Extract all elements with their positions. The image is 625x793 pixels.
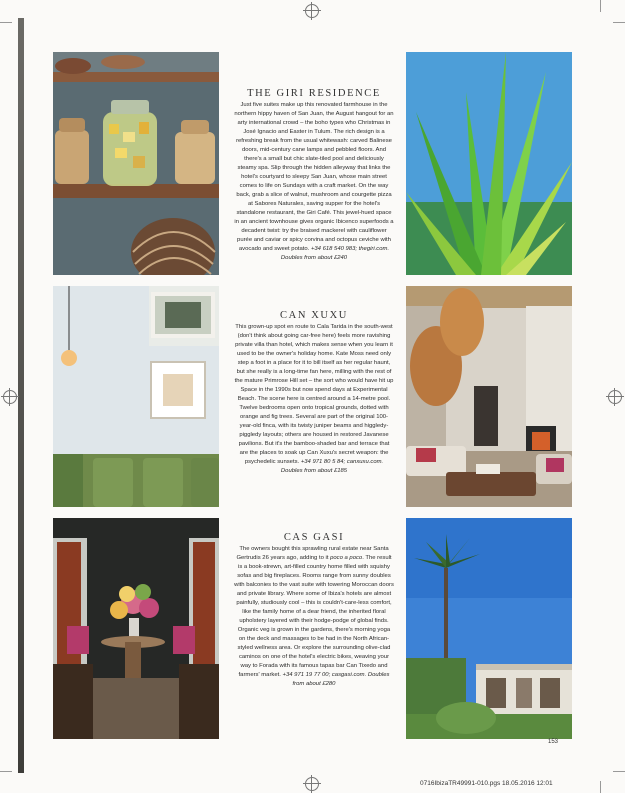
photo-lounge-rattan-lamps	[406, 286, 572, 507]
crop-mark	[600, 0, 601, 12]
section-heading: CAN XUXU	[280, 310, 348, 321]
section-body	[234, 101, 394, 263]
crop-mark	[613, 771, 625, 772]
registration-mark-icon	[608, 390, 622, 404]
section-heading: THE GIRI RESIDENCE	[247, 88, 381, 99]
body-text: The owners bought this sprawling rural estate near Santa Gertrudis 26 years ago, adding to it	[236, 546, 389, 561]
registration-mark-icon	[305, 4, 319, 18]
section-heading: CAS GASI	[283, 532, 345, 543]
registration-mark-icon	[305, 777, 319, 791]
contact-info: +34 971 80 5 84; canxuxu.com. Doubles from about £185	[280, 459, 384, 474]
photo-terrace-flowers	[53, 518, 219, 739]
contact-info: +34 971 19 77 00; casgasi.com. Doubles from about £280	[282, 672, 390, 687]
section-giri-residence	[234, 88, 394, 263]
crop-mark	[0, 22, 12, 23]
body-emphasis: poco a poco	[330, 555, 363, 561]
section-can-xuxu	[234, 310, 394, 476]
section-body	[234, 545, 394, 689]
crop-mark	[600, 781, 601, 793]
photo-agave	[406, 52, 572, 275]
body-text: Just five suites make up this renovated farmhouse in the northern hippy haven of San Juan, the August hangout for an arty international crowd – the boho types who Christmas in José Ignacio and Easter in Tulum. The rich design is a refreshing break from the usual whitewash: carved Balinese doors, mid-century cane lamps and pebbled floors. And there's a small but chic slate-tiled pool and deliciously steamy spa. Slip through the hidden alleyway that links the hotel's courtyard to sleepy San Juan, whose main street comes to life on Sundays with a craft market. On the way back, grab a slice of walnut, mushroom and courgette pizza at Sabores Naturales, saving supper for the hotel's standalone restaurant, the Giri Café. This jewel-hued space in an ancient townhouse gives organic Ibicenco superfoods a decadent twist: try the braised mackerel with cauliflower purée and caviar or spicy corvina and octopus ceviche with avocado and sweet potato.	[234, 102, 394, 252]
page-number: 153	[548, 739, 559, 745]
contact-info: +34 618 540 983; thegiri.com. Doubles from about £240	[280, 246, 390, 261]
crop-mark	[0, 771, 12, 772]
crop-mark	[613, 22, 625, 23]
section-cas-gasi	[234, 532, 394, 689]
body-text: This grown-up spot en route to Cala Tarida in the south-west (don't think about going car-free here) feels more ravishing private villa than hotel, which makes sense when you learn it used to be the owner's holiday home. Kate Moss need only step a foot in a place for it to bill itself as her regular haunt, but she really is a long-time fan here, milling with the rest of the mature Primrose Hill set – the sort who would have hit up Space in the 1990s but now spend days at Experimental Beach. The scene here is centred around a 14-metre pool. Twelve bedrooms open onto tropical grounds, dotted with orange and fig trees. Several are part of the original 100-year-old finca, with its twisty juniper beams and higgledy-piggledy layouts; others are housed in restored Javanese pavilions. But it's the bamboo-shaded bar and terrace that are the places to soak up Can Xuxu's secret weapon: the psychedelic sunsets.	[234, 324, 394, 465]
photo-white-room-lamp	[53, 286, 219, 507]
photo-jars-shelf	[53, 52, 219, 275]
photo-palm-house	[406, 518, 572, 739]
body-text: . The result is a book-strewn, art-filled country home filled with squishy sofas and big fireplaces. Rooms range from sunny doubles with balconies to the vast suite with towering Moroccan doors and private library. Where some of Ibiza's hotels are almost painfully, studiously cool – this is couldn't-care-less comfort, like the family home of a dear friend, the inherited floral upholstery layered with their hodge-podge of global finds. Organic veg is grown in the gardens, there's morning yoga on the deck and massages to be had in the North African-styled wellness area. Or explore the surrounding olive-clad caminos on one of the hotel's electric bikes, weaving your way to Forada with its famous tapas bar Can Tixedo and farmers' market.	[234, 555, 394, 678]
registration-mark-icon	[3, 390, 17, 404]
print-slug: 0716IbizaTR49991-010.pgs 18.05.2016 12:01	[420, 780, 553, 787]
section-body	[234, 323, 394, 476]
